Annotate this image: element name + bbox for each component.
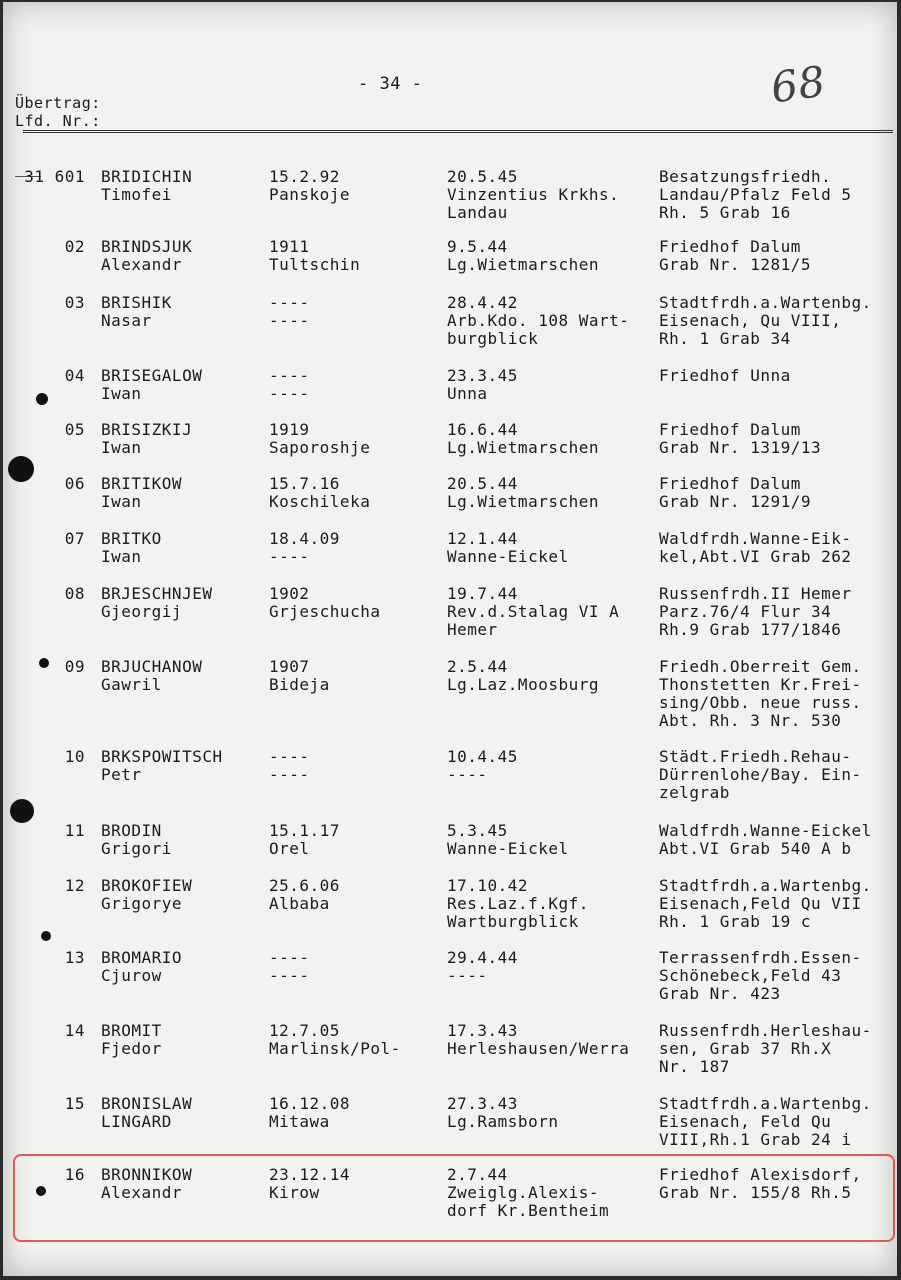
grave-location-line: Rh.9 Grab 177/1846 <box>659 620 842 639</box>
grave-location-line: Stadtfrdh.a.Wartenbg. <box>659 293 872 312</box>
page-number: - 34 - <box>358 74 423 94</box>
birth-info-line: ---- <box>269 948 310 967</box>
death-info-line: Lg.Laz.Moosburg <box>447 675 599 694</box>
grave-location-line: Abt.VI Grab 540 A b <box>659 839 852 858</box>
death-info-line: 17.10.42 <box>447 876 529 895</box>
grave-location-line: Friedhof Unna <box>659 366 791 385</box>
person-name-line: BRINDSJUK <box>101 237 193 256</box>
death-info <box>447 421 599 457</box>
death-info-line: Rev.d.Stalag VI A <box>447 602 620 621</box>
punch-hole <box>10 799 34 823</box>
grave-location-line: Friedhof Dalum <box>659 474 801 493</box>
person-name <box>101 475 182 511</box>
person-name-line: Iwan <box>101 438 142 457</box>
death-info-line: 27.3.43 <box>447 1094 518 1113</box>
row-number: 12 <box>64 876 85 895</box>
grave-location-line: Thonstetten Kr.Frei- <box>659 675 862 694</box>
person-name <box>101 294 172 330</box>
death-info <box>447 748 518 784</box>
death-info <box>447 585 619 639</box>
person-name-line: BRISIZKIJ <box>101 420 193 439</box>
birth-info-line: Grjeschucha <box>269 602 381 621</box>
birth-info <box>269 822 340 858</box>
death-info-line: ---- <box>447 966 488 985</box>
person-name <box>101 1022 162 1058</box>
grave-location-line: Grab Nr. 155/8 Rh.5 <box>659 1183 852 1202</box>
death-info-line: Lg.Ramsborn <box>447 1112 559 1131</box>
grave-location-line: Abt. Rh. 3 Nr. 530 <box>659 711 842 730</box>
grave-location-line: Eisenach, Qu VIII, <box>659 311 842 330</box>
death-info-line: Herleshausen/Werra <box>447 1039 630 1058</box>
grave-location <box>659 658 862 730</box>
person-name-line: Iwan <box>101 492 142 511</box>
grave-location <box>659 1022 872 1076</box>
death-info-line: 5.3.45 <box>447 821 508 840</box>
person-name-line: BROKOFIEW <box>101 876 193 895</box>
grave-location-line: Stadtfrdh.a.Wartenbg. <box>659 1094 872 1113</box>
person-name <box>101 877 192 913</box>
person-name <box>101 748 223 784</box>
person-name-line: Nasar <box>101 311 152 330</box>
death-info-line: Wanne-Eickel <box>447 839 569 858</box>
death-info-line: 23.3.45 <box>447 366 518 385</box>
row-number: 06 <box>64 474 85 493</box>
death-info-line: 28.4.42 <box>447 293 518 312</box>
grave-location <box>659 367 791 385</box>
birth-info-line: 23.12.14 <box>269 1165 351 1184</box>
grave-location <box>659 949 862 1003</box>
row-number: 16 <box>64 1165 85 1184</box>
birth-info-line: ---- <box>269 366 310 385</box>
person-name <box>101 822 172 858</box>
person-name-line: Gawril <box>101 675 162 694</box>
death-info-line: 9.5.44 <box>447 237 508 256</box>
birth-info-line: 1919 <box>269 420 310 439</box>
row-number: 09 <box>64 657 85 676</box>
birth-info-line: Tultschin <box>269 255 361 274</box>
death-info <box>447 1095 558 1131</box>
handwritten-page-number: 68 <box>767 56 829 113</box>
person-name-line: BRONNIKOW <box>101 1165 193 1184</box>
birth-info-line: 15.7.16 <box>269 474 340 493</box>
person-name-line: BRISEGALOW <box>101 366 203 385</box>
death-info-line: 29.4.44 <box>447 948 518 967</box>
death-info-line: 2.5.44 <box>447 657 508 676</box>
person-name-line: Alexandr <box>101 255 183 274</box>
highlighted-record-box <box>13 1154 895 1242</box>
death-info-line: 19.7.44 <box>447 584 518 603</box>
grave-location <box>659 168 852 222</box>
grave-location-line: Grab Nr. 1281/5 <box>659 255 811 274</box>
person-name-line: BRISHIK <box>101 293 172 312</box>
birth-info-line: Marlinsk/Pol- <box>269 1039 401 1058</box>
death-info-line: dorf Kr.Bentheim <box>447 1201 610 1220</box>
grave-location-line: Eisenach,Feld Qu VII <box>659 894 862 913</box>
person-name-line: Fjedor <box>101 1039 162 1058</box>
birth-info-line: Mitawa <box>269 1112 330 1131</box>
death-info-line: 20.5.44 <box>447 474 518 493</box>
row-number: 07 <box>64 529 85 548</box>
person-name <box>101 1095 192 1131</box>
person-name-line: LINGARD <box>101 1112 172 1131</box>
row-number: 08 <box>64 584 85 603</box>
birth-info <box>269 1022 401 1058</box>
grave-location-line: Rh. 1 Grab 19 c <box>659 912 811 931</box>
grave-location-line: Landau/Pfalz Feld 5 <box>659 185 852 204</box>
person-name-line: Grigorye <box>101 894 183 913</box>
death-info-line: ---- <box>447 765 488 784</box>
row-number: 11 <box>64 821 85 840</box>
birth-info <box>269 658 330 694</box>
death-info-line: Vinzentius Krkhs. <box>447 185 620 204</box>
birth-info <box>269 238 360 274</box>
death-info <box>447 168 619 222</box>
grave-location <box>659 585 852 639</box>
row-number: 02 <box>64 237 85 256</box>
birth-info <box>269 294 310 330</box>
person-name <box>101 421 192 457</box>
birth-info-line: ---- <box>269 311 310 330</box>
punch-hole <box>8 456 34 482</box>
birth-info-line: ---- <box>269 547 310 566</box>
grave-location-line: Rh. 5 Grab 16 <box>659 203 791 222</box>
grave-location <box>659 530 852 566</box>
person-name-line: BRIDICHIN <box>101 167 193 186</box>
birth-info <box>269 475 370 511</box>
grave-location-line: Friedhof Alexisdorf, <box>659 1165 862 1184</box>
person-name-line: BRJUCHANOW <box>101 657 203 676</box>
birth-info-line: 25.6.06 <box>269 876 340 895</box>
person-name-line: BROMARIO <box>101 948 183 967</box>
person-name-line: BRONISLAW <box>101 1094 193 1113</box>
birth-info-line: Albaba <box>269 894 330 913</box>
grave-location-line: Russenfrdh.Herleshau- <box>659 1021 872 1040</box>
person-name-line: BROMIT <box>101 1021 162 1040</box>
row-number: 13 <box>64 948 85 967</box>
row-number: 31 601 <box>24 167 85 186</box>
person-name-line: BRITKO <box>101 529 162 548</box>
birth-info-line: 1911 <box>269 237 310 256</box>
death-info-line: Wanne-Eickel <box>447 547 569 566</box>
death-info-line: Lg.Wietmarschen <box>447 255 599 274</box>
death-info-line: Arb.Kdo. 108 Wart- <box>447 311 630 330</box>
person-name-line: Timofei <box>101 185 172 204</box>
grave-location-line: Friedhof Dalum <box>659 237 801 256</box>
person-name-line: Petr <box>101 765 142 784</box>
birth-info <box>269 530 340 566</box>
birth-info <box>269 877 340 913</box>
grave-location <box>659 748 862 802</box>
death-info-line: Res.Laz.f.Kgf. <box>447 894 589 913</box>
grave-location-line: Terrassenfrdh.Essen- <box>659 948 862 967</box>
grave-location <box>659 475 811 511</box>
grave-location <box>659 1095 872 1149</box>
grave-location-line: VIII,Rh.1 Grab 24 i <box>659 1130 852 1149</box>
person-name-line: Grigori <box>101 839 172 858</box>
grave-location-line: Stadtfrdh.a.Wartenbg. <box>659 876 872 895</box>
person-name-line: BRODIN <box>101 821 162 840</box>
serial-number-label: Lfd. Nr.: <box>15 112 101 130</box>
death-info-line: Zweiglg.Alexis- <box>447 1183 599 1202</box>
death-info <box>447 1022 629 1058</box>
grave-location-line: zelgrab <box>659 783 730 802</box>
grave-location-line: Friedh.Oberreit Gem. <box>659 657 862 676</box>
birth-info-line: 15.2.92 <box>269 167 340 186</box>
person-name-line: BRKSPOWITSCH <box>101 747 223 766</box>
birth-info <box>269 748 310 784</box>
death-info-line: 10.4.45 <box>447 747 518 766</box>
header-divider <box>23 130 893 133</box>
death-info <box>447 822 569 858</box>
death-info <box>447 238 599 274</box>
birth-info <box>269 367 310 403</box>
death-info-line: 16.6.44 <box>447 420 518 439</box>
person-name-line: BRITIKOW <box>101 474 183 493</box>
grave-location-line: Parz.76/4 Flur 34 <box>659 602 832 621</box>
death-info-line: Unna <box>447 384 488 403</box>
person-name <box>101 585 212 621</box>
punch-hole <box>36 393 48 405</box>
birth-info-line: Panskoje <box>269 185 351 204</box>
birth-info-line: Orel <box>269 839 310 858</box>
birth-info-line: 18.4.09 <box>269 529 340 548</box>
death-info-line: 2.7.44 <box>447 1165 508 1184</box>
birth-info-line: Kirow <box>269 1183 320 1202</box>
birth-info-line: ---- <box>269 966 310 985</box>
birth-info-line: Saporoshje <box>269 438 371 457</box>
birth-info <box>269 1095 350 1131</box>
header-labels <box>15 94 101 130</box>
grave-location-line: Friedhof Dalum <box>659 420 801 439</box>
grave-location-line: kel,Abt.VI Grab 262 <box>659 547 852 566</box>
person-name <box>101 949 182 985</box>
grave-location-line: Russenfrdh.II Hemer <box>659 584 852 603</box>
person-name-line: Iwan <box>101 547 142 566</box>
death-info-line: burgblick <box>447 329 539 348</box>
punch-hole <box>36 1186 46 1196</box>
birth-info-line: ---- <box>269 293 310 312</box>
death-info-line: 20.5.45 <box>447 167 518 186</box>
grave-location-line: Rh. 1 Grab 34 <box>659 329 791 348</box>
birth-info <box>269 421 370 457</box>
row-number: 05 <box>64 420 85 439</box>
person-name <box>101 530 162 566</box>
grave-location <box>659 877 872 931</box>
person-name-line: Gjeorgij <box>101 602 183 621</box>
grave-location <box>659 822 872 858</box>
person-name-line: BRJESCHNJEW <box>101 584 213 603</box>
birth-info-line: 1902 <box>269 584 310 603</box>
birth-info-line: ---- <box>269 747 310 766</box>
birth-info <box>269 168 350 204</box>
row-number: 14 <box>64 1021 85 1040</box>
birth-info <box>269 585 380 621</box>
person-name <box>101 658 202 694</box>
birth-info-line: 1907 <box>269 657 310 676</box>
death-info-line: 12.1.44 <box>447 529 518 548</box>
row-number: 04 <box>64 366 85 385</box>
death-info-line: Lg.Wietmarschen <box>447 492 599 511</box>
grave-location-line: Waldfrdh.Wanne-Eickel <box>659 821 872 840</box>
row-number: 15 <box>64 1094 85 1113</box>
grave-location <box>659 294 872 348</box>
death-info-line: Landau <box>447 203 508 222</box>
person-name <box>101 367 202 403</box>
birth-info-line: 12.7.05 <box>269 1021 340 1040</box>
grave-location-line: Besatzungsfriedh. <box>659 167 832 186</box>
grave-location-line: Grab Nr. 423 <box>659 984 781 1003</box>
grave-location-line: Städt.Friedh.Rehau- <box>659 747 852 766</box>
grave-location-line: Schönebeck,Feld 43 <box>659 966 842 985</box>
grave-location-line: sing/Obb. neue russ. <box>659 693 862 712</box>
death-info <box>447 367 518 403</box>
punch-hole <box>41 931 51 941</box>
death-info-line: 17.3.43 <box>447 1021 518 1040</box>
death-info-line: Lg.Wietmarschen <box>447 438 599 457</box>
person-name-line: Cjurow <box>101 966 162 985</box>
document-page <box>3 2 897 1276</box>
person-name <box>101 168 192 204</box>
grave-location <box>659 421 821 457</box>
death-info <box>447 475 599 511</box>
grave-location-line: Dürrenlohe/Bay. Ein- <box>659 765 862 784</box>
grave-location-line: sen, Grab 37 Rh.X <box>659 1039 832 1058</box>
row-number: 03 <box>64 293 85 312</box>
person-name-line: Alexandr <box>101 1183 183 1202</box>
person-name-line: Iwan <box>101 384 142 403</box>
grave-location-line: Waldfrdh.Wanne-Eik- <box>659 529 852 548</box>
grave-location-line: Eisenach, Feld Qu <box>659 1112 832 1131</box>
death-info <box>447 530 569 566</box>
punch-hole <box>39 658 49 668</box>
birth-info-line: ---- <box>269 765 310 784</box>
row-number: 10 <box>64 747 85 766</box>
birth-info-line: ---- <box>269 384 310 403</box>
death-info <box>447 658 599 694</box>
death-info-line: Wartburgblick <box>447 912 579 931</box>
death-info <box>447 294 629 348</box>
birth-info-line: Koschileka <box>269 492 371 511</box>
grave-location-line: Grab Nr. 1291/9 <box>659 492 811 511</box>
person-name <box>101 238 192 274</box>
carryover-label: Übertrag: <box>15 94 101 112</box>
birth-info <box>269 949 310 985</box>
death-info-line: Hemer <box>447 620 498 639</box>
grave-location <box>659 238 811 274</box>
birth-info-line: 16.12.08 <box>269 1094 351 1113</box>
death-info <box>447 877 589 931</box>
grave-location-line: Grab Nr. 1319/13 <box>659 438 822 457</box>
birth-info-line: 15.1.17 <box>269 821 340 840</box>
death-info <box>447 949 518 985</box>
grave-location-line: Nr. 187 <box>659 1057 730 1076</box>
birth-info-line: Bideja <box>269 675 330 694</box>
